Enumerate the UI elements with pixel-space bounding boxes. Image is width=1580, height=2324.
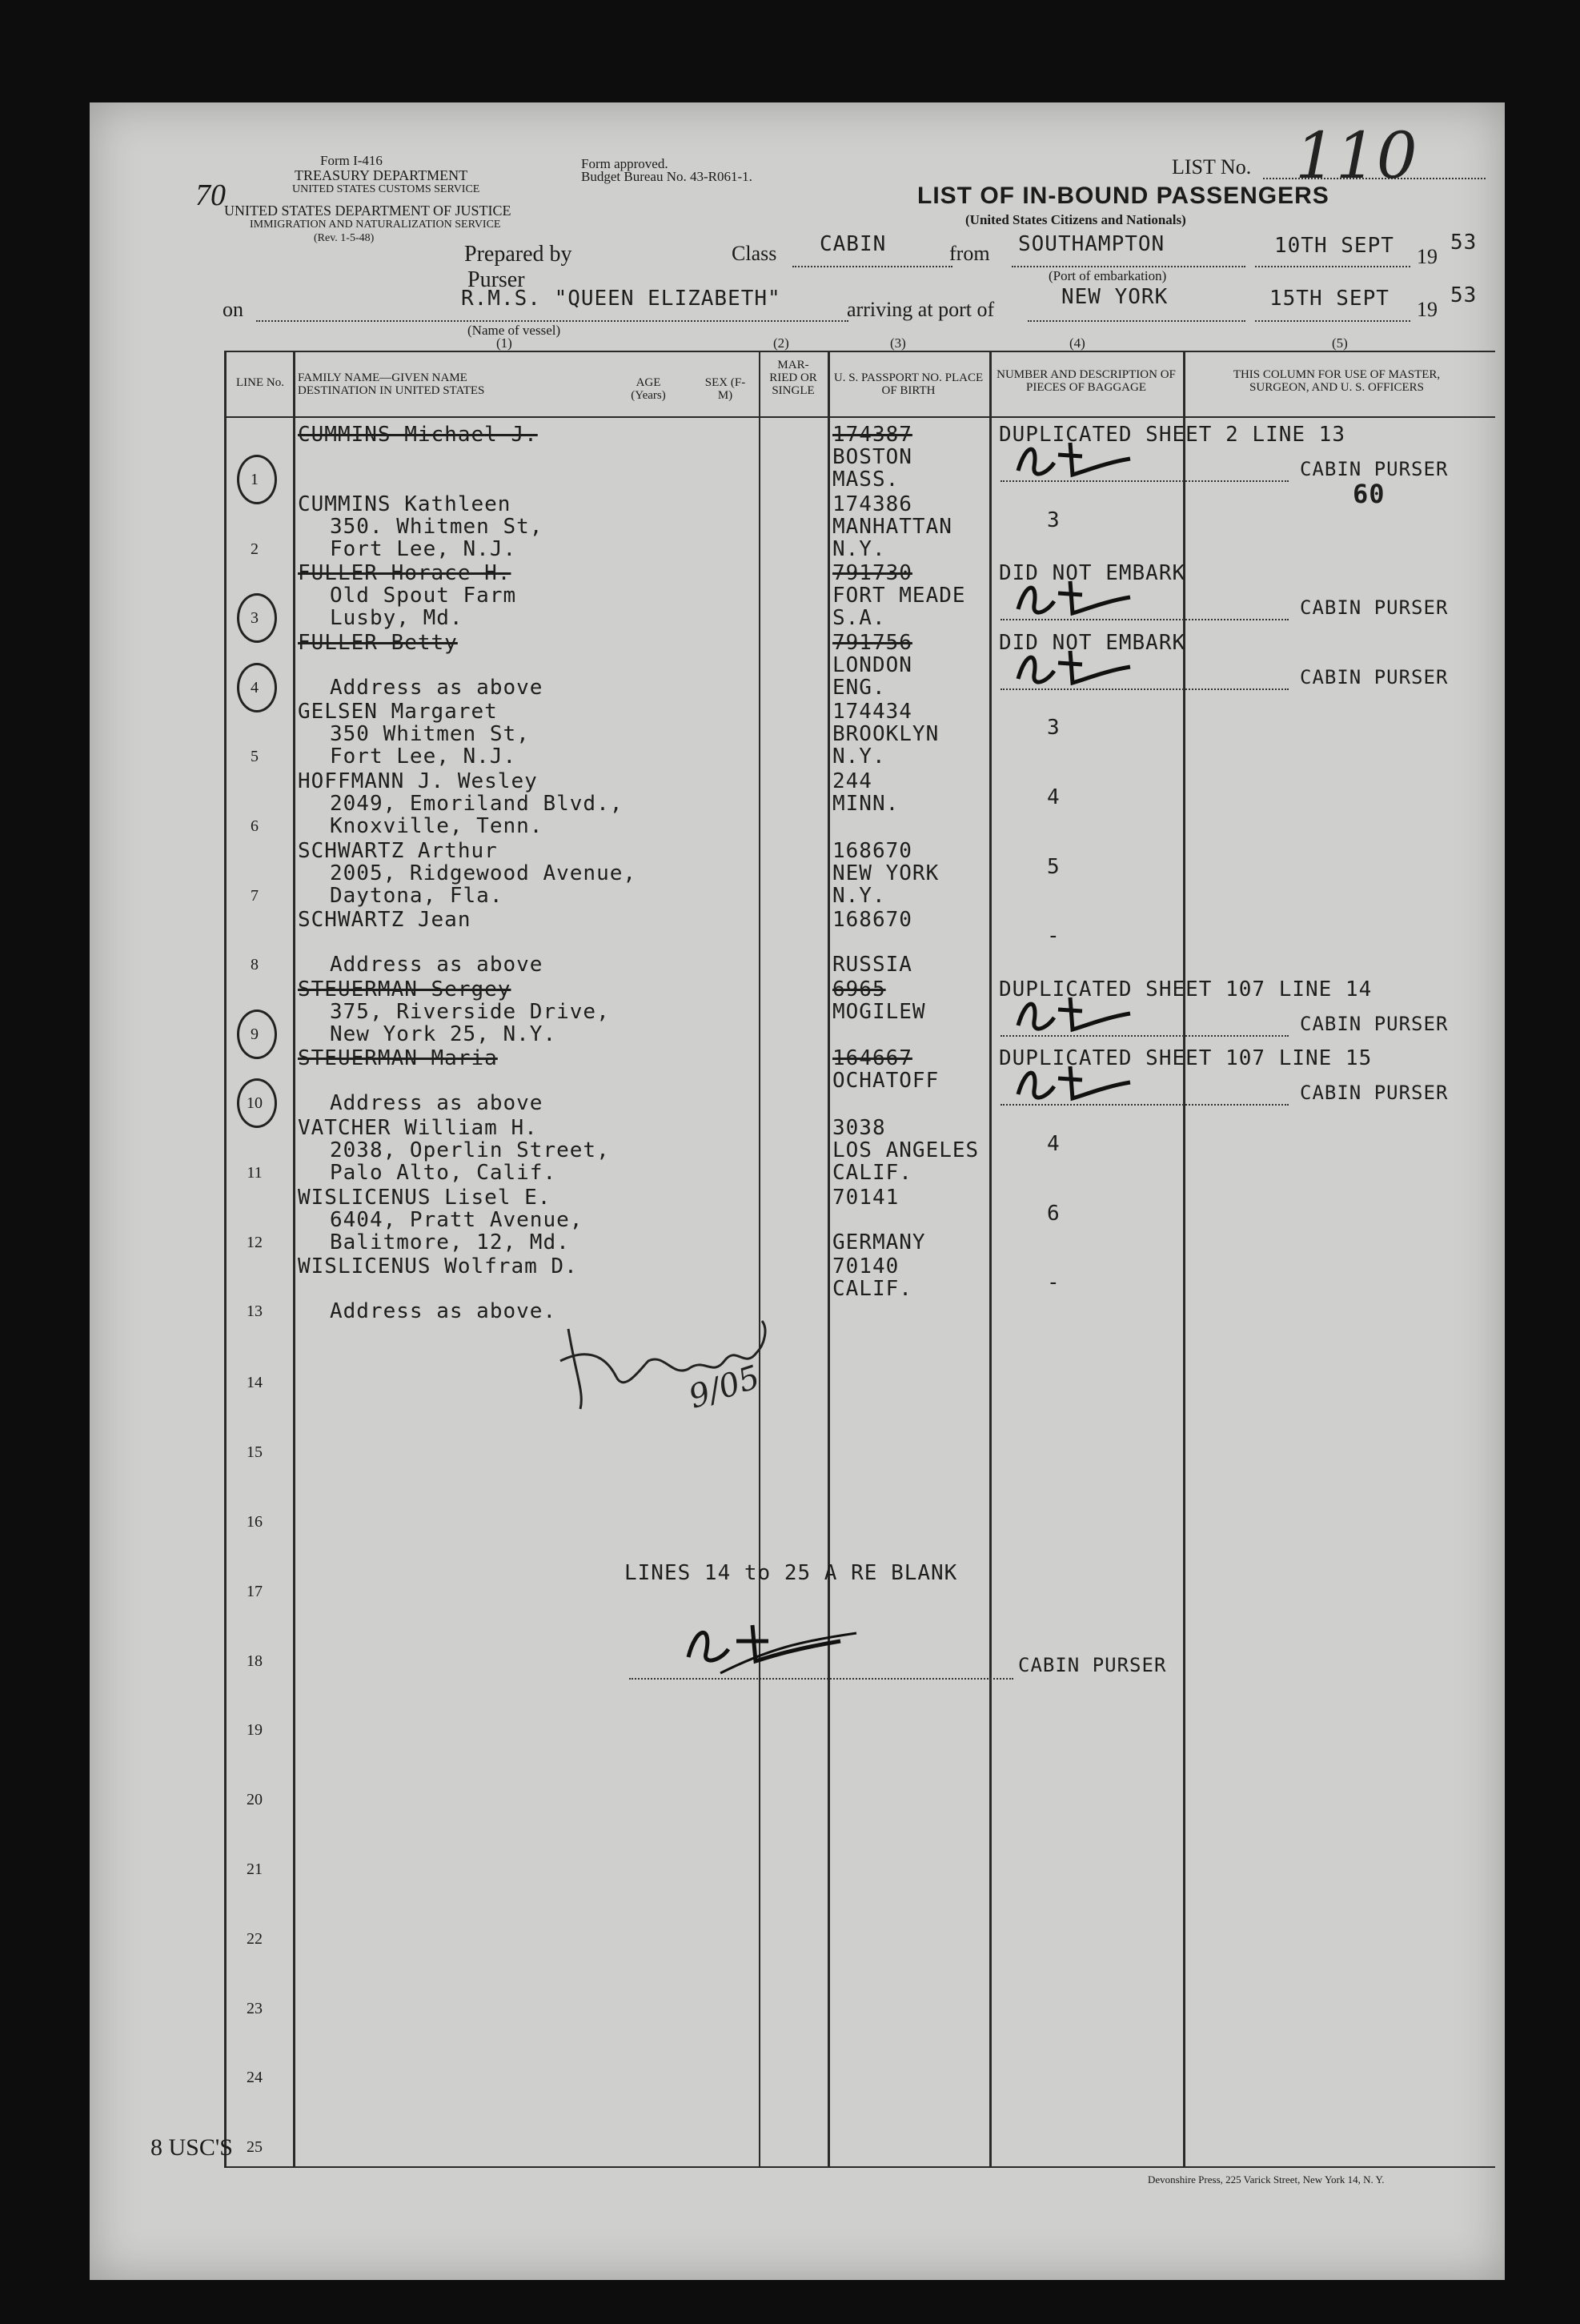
passport-number: 174434 (832, 700, 912, 724)
baggage: - (1047, 1270, 1061, 1295)
circle-mark (237, 455, 277, 504)
passenger-name: WISLICENUS Wolfram D. (298, 1254, 578, 1279)
printer-imprint: Devonshire Press, 225 Varick Street, New York 14, N. Y. (1148, 2173, 1385, 2186)
birthplace: NEW YORK (832, 861, 940, 885)
col-num-3: (3) (890, 335, 906, 351)
depart-date: 10TH SEPT (1274, 234, 1394, 258)
address-line-1: 375, Riverside Drive, (330, 999, 610, 1024)
address-line-2: Address as above. (330, 1299, 557, 1324)
address-line-2: Address as above (330, 1091, 543, 1116)
passenger-name: SCHWARTZ Arthur (298, 838, 498, 863)
baggage: 5 (1047, 854, 1061, 879)
passport-number: 3038 (832, 1116, 886, 1140)
baggage: 4 (1047, 785, 1061, 809)
passenger-name: STEUERMAN Maria (298, 1046, 498, 1071)
depart-year: 53 (1450, 231, 1478, 255)
table-top-border (224, 351, 1495, 352)
passport-number: 174387 (832, 423, 912, 447)
officer-note: CABIN PURSER (1300, 596, 1449, 620)
col-num-5: (5) (1332, 335, 1348, 351)
passenger-name: WISLICENUS Lisel E. (298, 1185, 551, 1210)
line-number: 10 (247, 1094, 263, 1113)
passport-number: 168670 (832, 838, 912, 863)
birthplace: MINN. (832, 792, 900, 816)
address-line-2: Daytona, Fla. (330, 883, 503, 908)
prepared-by: Purser (467, 267, 525, 292)
col-header-officers: THIS COLUMN FOR USE OF MASTER, SURGEON, AND U. S. OFFICERS (1233, 368, 1441, 394)
arrival-port: NEW YORK (1061, 285, 1169, 309)
birthplace: BOSTON (832, 445, 912, 469)
list-subtitle: (United States Citizens and Nationals) (965, 212, 1186, 227)
embark-port: SOUTHAMPTON (1018, 232, 1165, 256)
passport-number: 791756 (832, 630, 912, 655)
col-header-sex: SEX (F-M) (704, 376, 746, 402)
handwritten-mark: 9/05 (684, 1359, 764, 1416)
initials-signature (1010, 1062, 1138, 1110)
officer-note: CABIN PURSER (1300, 1082, 1449, 1105)
birthplace-2: N.Y. (832, 536, 886, 561)
margin-mark: 70 (195, 179, 226, 212)
col-header-passport: U. S. PASSPORT NO. PLACE OF BIRTH (833, 371, 984, 397)
circle-mark (237, 1078, 277, 1128)
birthplace-2: GERMANY (832, 1230, 926, 1254)
baggage: 6 (1047, 1201, 1061, 1226)
birthplace-2: RUSSIA (832, 953, 912, 977)
col-num-1: (1) (496, 335, 512, 351)
list-number: 110 (1295, 118, 1418, 193)
handwritten-scrawl (552, 1313, 816, 1441)
line-number: 17 (247, 1582, 263, 1600)
baggage: - (1047, 924, 1061, 949)
arriving-label: arriving at port of (847, 298, 995, 321)
address-line-1: Old Spout Farm (330, 584, 517, 608)
line-number: 7 (251, 886, 259, 905)
birthplace: LOS ANGELES (832, 1138, 980, 1162)
customs-service: UNITED STATES CUSTOMS SERVICE (292, 183, 480, 195)
circle-mark (237, 1009, 277, 1059)
blank-lines-signer: CABIN PURSER (1018, 1654, 1167, 1676)
address-line-1: 6404, Pratt Avenue, (330, 1207, 583, 1232)
circle-mark (237, 593, 277, 643)
birthplace-2: ENG. (832, 675, 886, 700)
passenger-name: CUMMINS Kathleen (298, 492, 511, 516)
birthplace: LONDON (832, 652, 912, 677)
col-num-4: (4) (1069, 335, 1085, 351)
line-number: 15 (247, 1443, 263, 1462)
initials-signature (1010, 647, 1138, 695)
address-line-2: Lusby, Md. (330, 606, 463, 631)
address-line-2: New York 25, N.Y. (330, 1022, 557, 1046)
col-header-baggage: NUMBER AND DESCRIPTION OF PIECES OF BAGGAGE (997, 368, 1176, 394)
form-approved: Form approved. (581, 156, 668, 171)
passport-number: 244 (832, 769, 872, 793)
passenger-name: FULLER Betty (298, 630, 458, 655)
birthplace: BROOKLYN (832, 722, 940, 747)
justice-dept: UNITED STATES DEPARTMENT OF JUSTICE (224, 203, 511, 219)
purser-signature (672, 1617, 872, 1681)
birthplace-2: CALIF. (832, 1161, 912, 1185)
embark-port-caption: (Port of embarkation) (1049, 268, 1167, 283)
initials-signature (1010, 577, 1138, 625)
budget-bureau: Budget Bureau No. 43-R061-1. (581, 169, 752, 184)
officer-note: CABIN PURSER (1300, 665, 1449, 688)
baggage: DID NOT EMBARK (999, 561, 1186, 586)
line-number: 22 (247, 1929, 263, 1948)
col-num-2: (2) (773, 335, 789, 351)
vessel-name: R.M.S. "QUEEN ELIZABETH" (461, 287, 781, 311)
passport-number: 70141 (832, 1185, 900, 1210)
passenger-name: CUMMINS Michael J. (298, 423, 538, 447)
line-number: 21 (247, 1860, 263, 1878)
col-header-name: FAMILY NAME—GIVEN NAME DESTINATION IN UNITED STATES (298, 371, 485, 397)
immigration-service: IMMIGRATION AND NATURALIZATION SERVICE (250, 219, 501, 231)
on-label: on (223, 298, 243, 321)
line-number: 6 (251, 817, 259, 835)
baggage: DID NOT EMBARK (999, 630, 1186, 655)
baggage: 4 (1047, 1132, 1061, 1156)
line-number: 12 (247, 1233, 263, 1251)
circle-mark (237, 663, 277, 712)
birthplace-2: S.A. (832, 606, 886, 631)
col-header-age: AGE (Years) (631, 376, 666, 402)
passport-number: 174386 (832, 492, 912, 516)
officer-count: 60 (1353, 479, 1386, 509)
passenger-name: VATCHER William H. (298, 1116, 538, 1140)
address-line-2: Address as above (330, 675, 543, 700)
address-line-1: 350. Whitmen St, (330, 514, 543, 539)
passport-number: 164667 (832, 1046, 912, 1071)
address-line-1: 2049, Emoriland Blvd., (330, 792, 624, 816)
birthplace: FORT MEADE (832, 584, 966, 608)
list-title: LIST OF IN-BOUND PASSENGERS (917, 183, 1329, 209)
vessel-caption: (Name of vessel) (467, 323, 561, 338)
passport-number: 6965 (832, 977, 886, 1001)
depart-year-prefix: 19 (1417, 245, 1438, 268)
initials-signature (1010, 993, 1138, 1042)
birthplace-2: N.Y. (832, 883, 886, 908)
arrival-year: 53 (1450, 283, 1478, 307)
birthplace: CALIF. (832, 1277, 912, 1302)
line-number: 18 (247, 1652, 263, 1670)
passenger-name: GELSEN Margaret (298, 700, 498, 724)
arrival-year-prefix: 19 (1417, 298, 1438, 321)
line-number: 8 (251, 956, 259, 974)
line-number: 24 (247, 2069, 263, 2087)
line-number: 14 (247, 1374, 263, 1392)
line-number: 11 (247, 1164, 263, 1182)
footer-left: 8 USC'S (150, 2134, 233, 2161)
line-number: 1 (251, 471, 259, 488)
line-number: 4 (251, 678, 259, 696)
officer-note: CABIN PURSER (1300, 1012, 1449, 1035)
line-number: 25 (247, 2138, 263, 2157)
prepared-by-label: Prepared by (464, 242, 572, 267)
birthplace: MANHATTAN (832, 514, 952, 539)
address-line-1: 2005, Ridgewood Avenue, (330, 861, 637, 885)
passenger-name: FULLER Horace H. (298, 561, 511, 586)
address-line-1: 350 Whitmen St, (330, 722, 530, 747)
passport-number: 70140 (832, 1254, 900, 1279)
baggage: DUPLICATED SHEET 107 LINE 15 (999, 1046, 1373, 1071)
officer-note: CABIN PURSER (1300, 458, 1449, 480)
baggage: 3 (1047, 508, 1061, 532)
address-line-2: Fort Lee, N.J. (330, 536, 517, 561)
arrival-date: 15TH SEPT (1269, 287, 1390, 311)
address-line-2: Balitmore, 12, Md. (330, 1230, 570, 1254)
table-header-border (224, 416, 1495, 418)
line-number: 9 (251, 1025, 259, 1043)
birthplace: MOGILEW (832, 999, 926, 1024)
address-line-1: 2038, Operlin Street, (330, 1138, 610, 1162)
treasury-dept: TREASURY DEPARTMENT (295, 167, 468, 183)
col-header-married: MAR-RIED OR SINGLE (769, 359, 817, 397)
line-number: 3 (251, 609, 259, 628)
birthplace-2: N.Y. (832, 745, 886, 769)
line-number: 5 (251, 748, 259, 766)
form-number: Form I-416 (320, 153, 383, 168)
class-value: CABIN (820, 232, 887, 256)
revision: (Rev. 1-5-48) (314, 232, 375, 244)
line-number: 20 (247, 1791, 263, 1809)
line-number: 13 (247, 1302, 263, 1321)
baggage: DUPLICATED SHEET 107 LINE 14 (999, 977, 1373, 1001)
line-number: 23 (247, 1999, 263, 2017)
list-no-label: LIST No. (1172, 155, 1252, 179)
address-line-2: Fort Lee, N.J. (330, 745, 517, 769)
class-label: Class (732, 242, 777, 265)
birthplace-2: MASS. (832, 468, 900, 492)
col-header-line-no: LINE No. (236, 376, 284, 389)
address-line-2: Palo Alto, Calif. (330, 1161, 557, 1185)
passenger-name: STEUERMAN Sergey (298, 977, 511, 1001)
birthplace: OCHATOFF (832, 1069, 940, 1094)
address-line-2: Address as above (330, 953, 543, 977)
from-label: from (949, 242, 990, 265)
baggage: DUPLICATED SHEET 2 LINE 13 (999, 423, 1345, 447)
passport-number: 168670 (832, 908, 912, 933)
baggage: 3 (1047, 716, 1061, 741)
initials-signature (1010, 439, 1138, 487)
line-number: 19 (247, 1721, 263, 1740)
passport-number: 791730 (832, 561, 912, 586)
address-line-2: Knoxville, Tenn. (330, 814, 543, 838)
passenger-name: SCHWARTZ Jean (298, 908, 471, 933)
line-number: 16 (247, 1513, 263, 1531)
passenger-name: HOFFMANN J. Wesley (298, 769, 538, 793)
blank-lines-note: LINES 14 to 25 A RE BLANK (624, 1561, 958, 1585)
line-number: 2 (251, 540, 259, 558)
